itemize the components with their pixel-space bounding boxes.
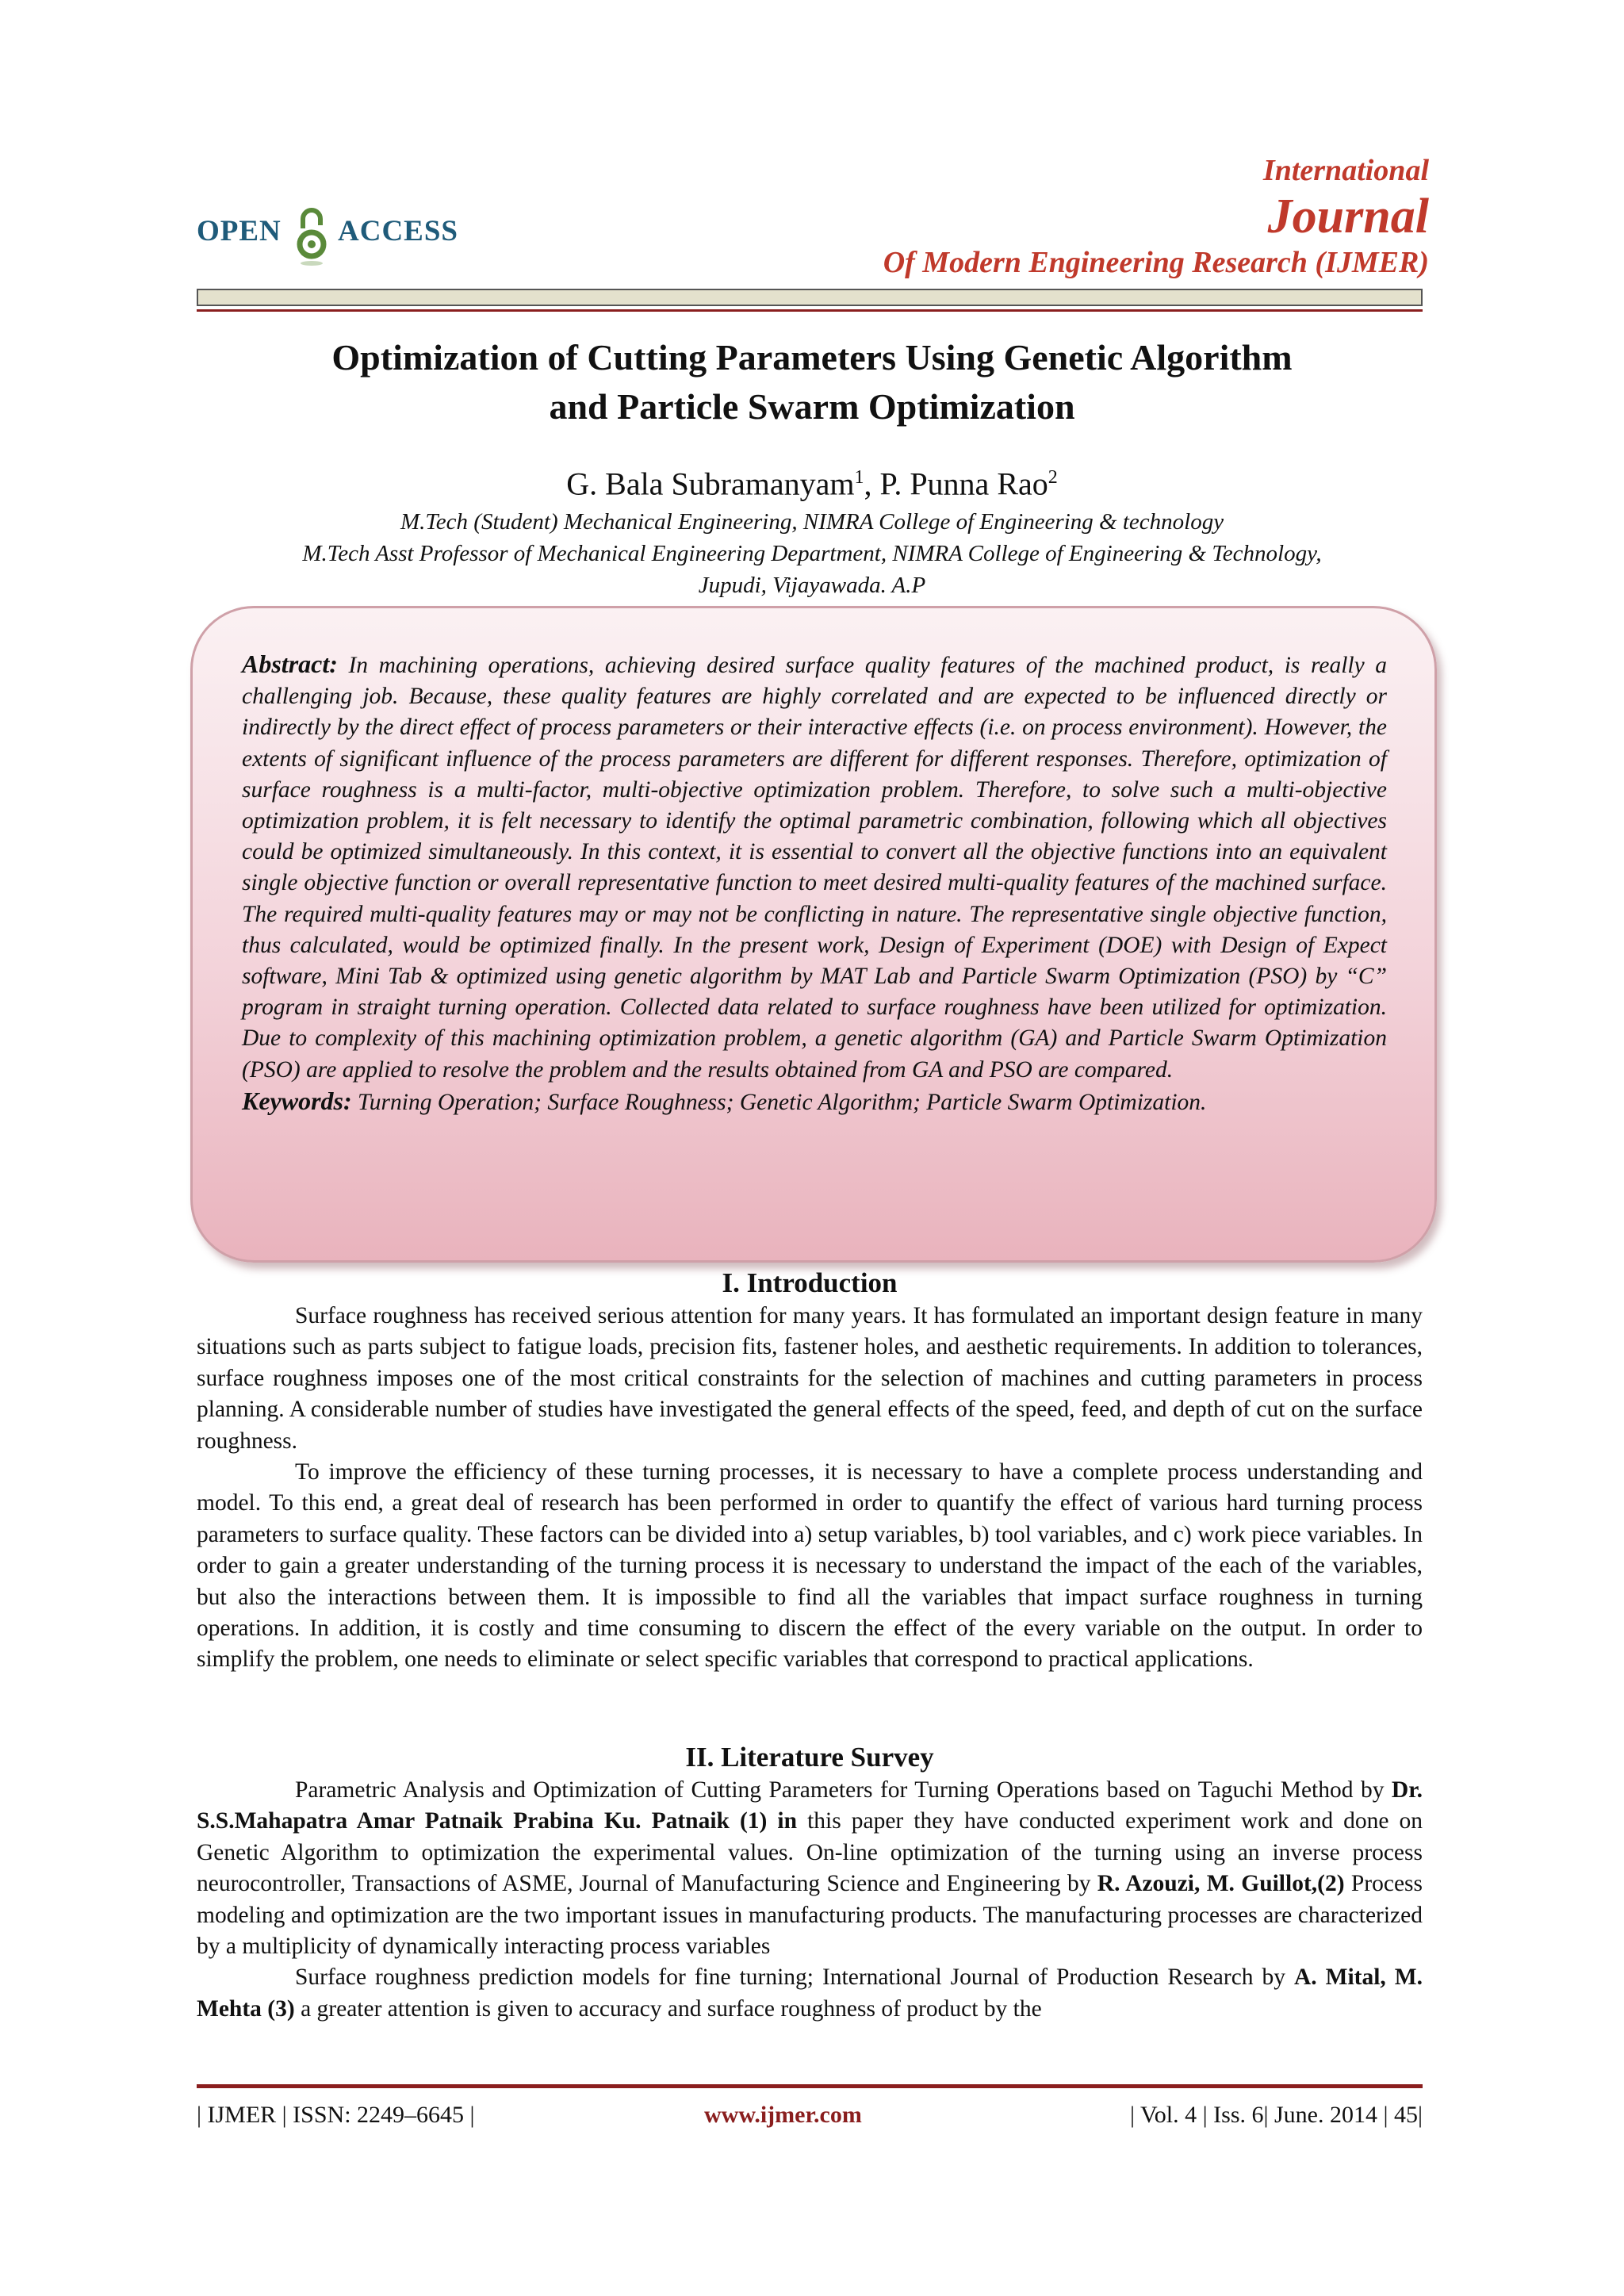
text-run: Parametric Analysis and Optimization of Cutting Parameters for Turning Operations based on Taguchi Method by: [295, 1777, 1392, 1803]
footer-website-link[interactable]: www.ijmer.com: [704, 2102, 862, 2128]
section-heading-introduction: I. Introduction: [722, 1267, 898, 1298]
text-run: this paper they have conducted experiment work and done on Genetic Algorithm to optimization the experimental values. On-line optimization of the turning using an inverse process neurocontroller, Transactions of ASME, Journal of Manufacturing Science and Engineering by: [197, 1808, 1423, 1897]
keywords-text: Turning Operation; Surface Roughness; Genetic Algorithm; Particle Swarm Optimization.: [351, 1089, 1207, 1115]
affiliation-line: M.Tech (Student) Mechanical Engineering, NIMRA College of Engineering & technology: [400, 509, 1224, 535]
journal-top-line: International: [1262, 154, 1429, 187]
text-run: a greater attention is given to accuracy and surface roughness of product by the: [294, 1995, 1042, 2022]
citation-authors: R. Azouzi, M. Guillot,(2): [1097, 1871, 1345, 1897]
footer-journal-issn: | IJMER | ISSN: 2249–6645 |: [197, 2102, 475, 2128]
open-access-logo: [197, 205, 482, 268]
affiliation-line: M.Tech Asst Professor of Mechanical Engineering Department, NIMRA College of Engineering & Technology,: [302, 541, 1322, 566]
section-introduction: [197, 1301, 1423, 1676]
paper-title: [159, 333, 1465, 431]
affiliations: [159, 506, 1465, 601]
paragraph: Surface roughness has received serious attention for many years. It has formulated an important design feature in many situations such as parts subject to fatigue loads, precision fits, fastener holes, and aesthetic requirements. In addition to tolerances, surface roughness imposes one of the most critical constraints for the selection of machines and cutting parameters in process planning. A considerable number of studies have investigated the general effects of the speed, feed, and depth of cut on the surface roughness.: [197, 1303, 1423, 1454]
author-2: P. Punna Rao: [879, 466, 1048, 502]
text-run: Surface roughness prediction models for fine turning; International Journal of Production Research by: [295, 1964, 1294, 1991]
text-run: Process modeling and optimization are the two important issues in manufacturing products. The manufacturing processes are characterized by a multiplicity of dynamically interacting process variables: [197, 1871, 1423, 1960]
header-rule-accent: [197, 309, 1423, 312]
open-label: OPEN: [197, 215, 282, 247]
abstract-body: In machining operations, achieving desired surface quality features of the machined product, is really a challenging job. Because, these quality features are highly correlated and are expected to be influenced directly or indirectly by the direct effect of process parameters or their interactive effects (i.e. on process environment). However, the extents of significant influence of the process parameters are different for different responses. Therefore, optimization of surface roughness is a multi-factor, multi-objective optimization problem. Therefore, to solve such a multi-objective optimization problem, it is felt necessary to identify the optimal parametric combination, following which all objectives could be optimized simultaneously. In this context, it is essential to convert all the objective functions into an equivalent single objective function or overall representative function to meet desired multi-quality features of the machined surface. The required multi-quality features may or may not be conflicting in nature. The representative single objective function, thus calculated, would be optimized finally. In the present work, Design of Experiment (DOE) with Design of Expect software, Mini Tab & optimized using genetic algorithm by MAT Lab and Particle Swarm Optimization (PSO) by “C” program in straight turning operation. Collected data related to surface roughness have been utilized for optimization. Due to complexity of this machining optimization problem, a genetic algorithm (GA) and Particle Swarm Optimization (PSO) are applied to resolve the problem and the results obtained from GA and PSO are compared.: [242, 653, 1387, 1083]
section-literature-survey: [197, 1775, 1423, 2025]
citation-authors: A. Mital, M. Mehta (3): [197, 1964, 1423, 2022]
author-separator: ,: [864, 466, 880, 502]
citation-authors: Dr. S.S.Mahapatra Amar Patnaik Prabina Ku. Patnaik (1) in: [197, 1777, 1423, 1834]
author-2-affil-mark: 2: [1048, 467, 1058, 488]
author-1: G. Bala Subramanyam: [566, 466, 855, 502]
header-rule: [197, 289, 1423, 306]
journal-name-block: [883, 151, 1429, 282]
section-heading-literature-survey: II. Literature Survey: [685, 1742, 934, 1773]
author-list: [159, 457, 1465, 504]
journal-sub-line: Of Modern Engineering Research (IJMER): [883, 246, 1429, 279]
keywords-label: Keywords:: [242, 1086, 352, 1115]
footer-rule: [197, 2084, 1423, 2088]
paragraph: [197, 1962, 1423, 2025]
paragraph: To improve the efficiency of these turning processes, it is necessary to have a complete process understanding and model. To this end, a great deal of research has been performed in order to quantify the effect of various hard turning process parameters to surface quality. These factors can be divided into a) setup variables, b) tool variables, and c) work piece variables. In order to gain a greater understanding of the turning process it is necessary to understand the impact of the each of the variables, but also the interactions between them. It is impossible to find all the variables that impact surface roughness in turning operations. In addition, it is costly and time consuming to discern the effect of the every variable on the output. In order to simplify the problem, one needs to eliminate or select specific variables that correspond to practical applications.: [197, 1459, 1423, 1673]
journal-main-line: Journal: [1267, 190, 1429, 243]
footer-volume-page: | Vol. 4 | Iss. 6| June. 2014 | 45|: [1130, 2102, 1423, 2128]
paragraph: [197, 1775, 1423, 1962]
title-line-2: and Particle Swarm Optimization: [549, 386, 1075, 427]
page-footer: [197, 2102, 1423, 2137]
title-line-1: Optimization of Cutting Parameters Using Genetic Algorithm: [331, 337, 1293, 378]
abstract-label: Abstract:: [242, 650, 338, 678]
open-access-lock-icon: [292, 205, 331, 268]
author-1-affil-mark: 1: [854, 467, 864, 488]
access-label: ACCESS: [338, 215, 458, 247]
affiliation-line: Jupudi, Vijayawada. A.P: [698, 573, 926, 598]
abstract: [242, 649, 1387, 1118]
